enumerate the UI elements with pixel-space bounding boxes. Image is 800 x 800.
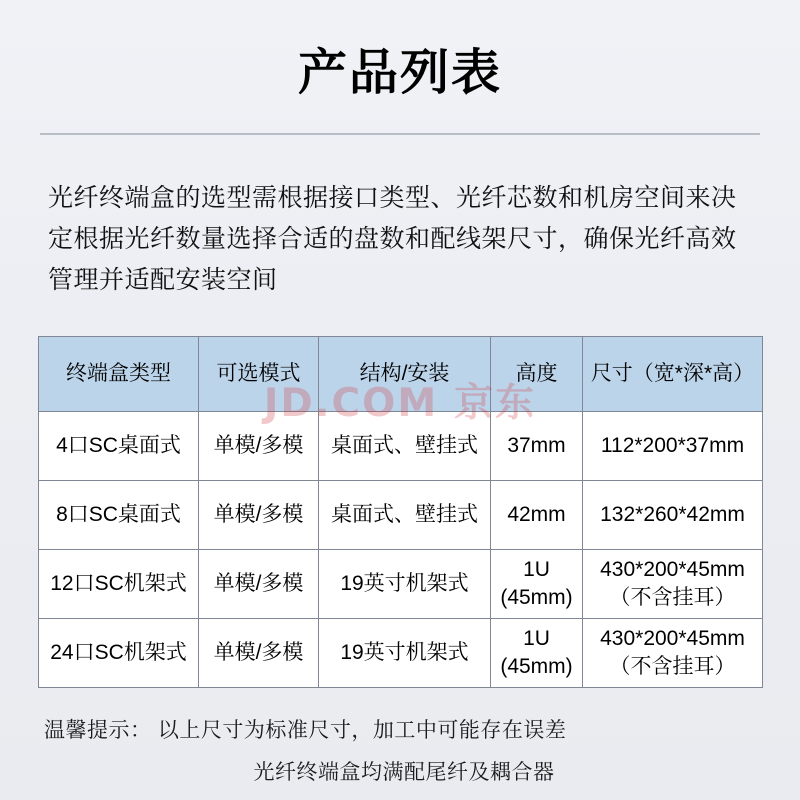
cell-height: 1U (45mm)	[491, 550, 583, 619]
cell-structure: 19英寸机架式	[319, 619, 491, 688]
watermark-chinese: 京东	[454, 381, 537, 426]
title-divider	[40, 133, 760, 135]
column-header-structure: 结构/安装	[319, 337, 491, 412]
table-row	[39, 481, 763, 550]
table-row	[39, 619, 763, 688]
page-title: 产品列表	[297, 44, 502, 101]
column-header-height: 高度	[491, 337, 583, 412]
cell-type: 8口SC桌面式	[39, 481, 199, 550]
cell-type: 24口SC机架式	[39, 619, 199, 688]
note-line-2: 光纤终端盒均满配尾纤及耦合器	[253, 761, 555, 784]
cell-type: 12口SC机架式	[39, 550, 199, 619]
watermark-latin: JD.COM	[263, 381, 439, 426]
column-header-type: 终端盒类型	[39, 337, 199, 412]
column-header-size: 尺寸（宽*深*高）	[583, 337, 763, 412]
cell-height: 37mm	[491, 412, 583, 481]
cell-size: 430*200*45mm （不含挂耳）	[583, 619, 763, 688]
cell-structure: 桌面式、壁挂式	[319, 412, 491, 481]
cell-height: 1U (45mm)	[491, 619, 583, 688]
intro-paragraph: 光纤终端盒的选型需根据接口类型、光纤芯数和机房空间来决定根据光纤数量选择合适的盘数和配线架尺寸，确保光纤高效管理并适配安装空间	[48, 184, 737, 294]
cell-mode: 单模/多模	[199, 550, 319, 619]
specification-table	[38, 336, 763, 688]
cell-height: 42mm	[491, 481, 583, 550]
cell-mode: 单模/多模	[199, 481, 319, 550]
cell-mode: 单模/多模	[199, 619, 319, 688]
cell-type: 4口SC桌面式	[39, 412, 199, 481]
table-row	[39, 412, 763, 481]
cell-size: 132*260*42mm	[583, 481, 763, 550]
note-line-1: 温馨提示： 以上尺寸为标准尺寸，加工中可能存在误差	[44, 719, 567, 742]
table-header-row	[39, 337, 763, 412]
cell-size: 430*200*45mm （不含挂耳）	[583, 550, 763, 619]
cell-structure: 桌面式、壁挂式	[319, 481, 491, 550]
cell-size: 112*200*37mm	[583, 412, 763, 481]
column-header-mode: 可选模式	[199, 337, 319, 412]
table-row	[39, 550, 763, 619]
cell-structure: 19英寸机架式	[319, 550, 491, 619]
cell-mode: 单模/多模	[199, 412, 319, 481]
